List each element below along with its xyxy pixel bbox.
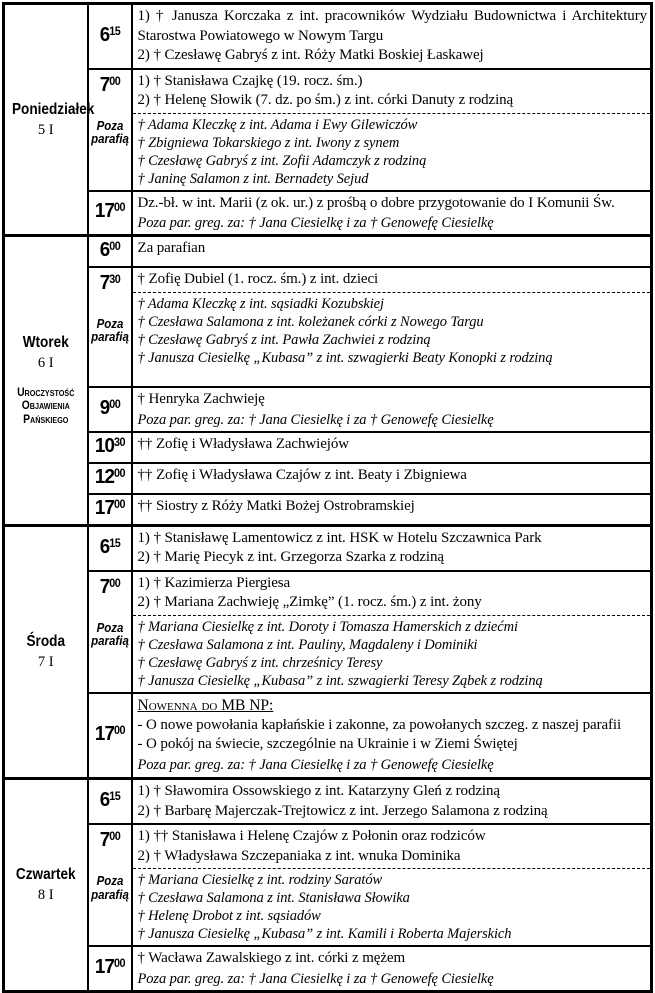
mass-row	[4, 463, 652, 494]
mass-time	[90, 466, 129, 491]
outside-parish-block	[133, 615, 651, 690]
outside-parish-intention: † Adama Kleczkę z int. sąsiadki Kozubskiej	[137, 295, 384, 312]
mass-row	[4, 69, 652, 191]
time-hour: 7	[99, 575, 109, 598]
intention-line: †† Zofię i Władysława Czajów z int. Beaty i Zbigniewa	[137, 466, 467, 483]
mass-row	[4, 824, 652, 946]
day-header	[4, 779, 88, 992]
mass-row	[4, 946, 652, 991]
intention-line: †† Siostry z Róży Matki Bożej Ostrobramskiej	[137, 497, 415, 514]
intention-line: Dz.-bł. w int. Marii (z ok. ur.) z prośbą o dobre przygotowanie do I Komunii Św.	[137, 194, 615, 211]
time-minutes: 00	[113, 724, 125, 737]
intentions-cell	[132, 236, 652, 268]
time-minutes: 00	[108, 75, 120, 88]
mass-time	[90, 789, 129, 814]
mass-time-cell	[88, 191, 132, 236]
intention-line: Za parafian	[137, 240, 206, 256]
intention-line: 1) † Janusza Korczaka z int. pracowników Wydziału Budownictwa i Architektury Starostwa Powiatowego w Nowym Targu	[137, 8, 647, 44]
intention-line: 1) † Stanisława Czajkę (19. rocz. śm.)	[137, 72, 363, 89]
mass-time-cell	[88, 571, 132, 693]
mass-time-cell	[88, 387, 132, 432]
time-hour: 17	[94, 200, 114, 223]
intentions-cell	[132, 432, 652, 463]
intention-line: - O pokój na świecie, szczególnie na Ukrainie i w Ziemi Świętej	[137, 736, 518, 752]
poza-parafia-label: Poza parafią	[90, 118, 129, 147]
mass-time	[90, 536, 129, 561]
outside-parish-intention: † Janusza Ciesielkę „Kubasa” z int. szwagierki Teresy Ząbek z rodziną	[137, 672, 543, 689]
mass-time-cell	[88, 463, 132, 494]
intention-line: † Wacława Zawalskiego z int. córki z mężem	[137, 950, 406, 966]
intention-line: 1) † Sławomira Ossowskiego z int. Katarzyny Gleń z rodziną	[137, 783, 500, 799]
time-hour: 10	[94, 434, 114, 457]
mass-time	[90, 576, 129, 601]
outside-parish-intention: † Janusza Ciesielkę „Kubasa” z int. szwagierki Beaty Konopki z rodziną	[137, 349, 553, 366]
mass-row	[4, 432, 652, 463]
outside-parish-intention: † Czesława Salamona z int. Stanisława Słowika	[137, 890, 410, 906]
outside-parish-intention: † Mariana Ciesielkę z int. Doroty i Tomasza Hamerskich z dziećmi	[137, 618, 518, 635]
outside-parish-intention: † Helenę Drobot z int. sąsiadów	[137, 908, 321, 924]
outside-parish-intention: † Zbigniewa Tokarskiego z int. Iwony z synem	[137, 134, 400, 151]
intentions-cell	[132, 191, 652, 236]
time-hour: 7	[99, 829, 109, 851]
time-hour: 7	[99, 272, 109, 294]
day-name: Wtorek	[22, 333, 69, 351]
mass-time-cell	[88, 946, 132, 991]
time-minutes: 00	[108, 831, 120, 843]
day-header	[4, 4, 95, 236]
mass-time	[90, 435, 129, 460]
mass-time	[90, 24, 129, 49]
intentions-cell	[132, 267, 652, 387]
mass-row	[4, 779, 652, 825]
intentions-cell	[132, 571, 652, 693]
mass-time-cell	[88, 4, 132, 69]
time-hour: 17	[94, 955, 114, 978]
outside-parish-intention: † Czesławę Gabryś z int. Pawła Zachwiei z rodziną	[137, 331, 431, 348]
mass-row	[4, 571, 652, 693]
time-minutes: 00	[108, 241, 120, 253]
time-hour: 17	[94, 496, 114, 519]
mass-row	[4, 494, 652, 526]
day-name: Czwartek	[15, 865, 76, 883]
intention-line: 2) † Helenę Słowik (7. dz. po śm.) z int. córki Danuty z rodziną	[137, 92, 514, 108]
outside-parish-intention: † Czesława Salamona z int. koleżanek córki z Nowego Targu	[137, 313, 484, 330]
time-hour: 6	[99, 239, 109, 261]
time-minutes: 30	[108, 274, 120, 286]
mass-time	[90, 497, 129, 522]
time-minutes: 15	[108, 791, 120, 803]
mass-row	[4, 387, 652, 432]
novena-heading: Nowenna do MB NP:	[137, 696, 274, 714]
outside-parish-intention: † Czesława Salamona z int. Pauliny, Magdaleny i Dominiki	[137, 636, 478, 653]
mass-row	[4, 267, 652, 387]
mass-time	[90, 829, 129, 854]
intentions-cell	[132, 4, 652, 69]
intention-line: † Zofię Dubiel (1. rocz. śm.) z int. dzieci	[137, 271, 379, 287]
time-hour: 12	[94, 465, 114, 488]
outside-parish-block	[133, 292, 651, 367]
outside-parish-block	[133, 113, 651, 188]
intention-line: 2) † Marię Piecyk z int. Grzegorza Szarka z rodziną	[137, 549, 444, 565]
time-minutes: 00	[108, 398, 120, 411]
mass-row	[4, 693, 652, 779]
day-header	[4, 236, 88, 526]
day-name: Poniedziałek	[11, 100, 95, 118]
time-minutes: 00	[113, 957, 125, 970]
mass-time-cell	[88, 432, 132, 463]
intention-line: 1) † Kazimierza Piergiesa	[137, 574, 291, 591]
intention-line: † Henryka Zachwieję	[137, 391, 265, 407]
day-feast: Uroczystość Objawienia Pańskiego	[17, 386, 75, 426]
mass-time	[90, 397, 129, 422]
time-hour: 9	[99, 396, 109, 419]
day-date: 7 I	[37, 653, 54, 670]
intentions-cell	[132, 946, 652, 991]
mass-row	[4, 236, 652, 268]
day-name: Środa	[26, 632, 66, 650]
mass-time-cell	[88, 494, 132, 526]
gregorian-intention-line: Poza par. greg. za: † Jana Ciesielkę i za † Genowefę Ciesielkę	[137, 215, 494, 231]
intentions-cell	[132, 693, 652, 779]
intentions-cell	[132, 494, 652, 526]
mass-time-cell	[88, 525, 132, 571]
day-date: 6 I	[37, 354, 54, 371]
mass-time	[90, 272, 129, 297]
outside-parish-intention: † Adama Kleczkę z int. Adama i Ewy Gilewiczów	[137, 116, 418, 133]
intention-line: 2) † Władysława Szczepaniaka z int. wnuka Dominika	[137, 847, 461, 864]
outside-parish-intention: † Janusza Ciesielkę „Kubasa” z int. Kamili i Roberta Majerskich	[137, 926, 512, 942]
intention-line: 1) † Stanisławę Lamentowicz z int. HSK w Hotelu Szczawnica Park	[137, 529, 542, 546]
mass-time-cell	[88, 779, 132, 825]
poza-parafia-label: Poza parafią	[90, 316, 129, 345]
time-hour: 7	[99, 73, 109, 96]
time-minutes: 00	[113, 467, 125, 480]
mass-time	[90, 200, 129, 225]
intentions-cell	[132, 779, 652, 825]
intentions-cell	[132, 824, 652, 946]
outside-parish-intention: † Czesławę Gabryś z int. chrześnicy Teresy	[137, 654, 383, 671]
gregorian-intention-line: Poza par. greg. za: † Jana Ciesielkę i za † Genowefę Ciesielkę	[137, 411, 494, 428]
day-date: 8 I	[37, 886, 54, 903]
time-minutes: 15	[108, 25, 120, 38]
mass-time	[90, 956, 129, 981]
intention-line: †† Zofię i Władysława Zachwiejów	[137, 435, 349, 452]
mass-time	[90, 74, 129, 99]
day-date: 5 I	[37, 121, 54, 138]
outside-parish-intention: † Janinę Salamon z int. Bernadety Sejud	[137, 170, 369, 187]
time-hour: 6	[99, 535, 109, 558]
mass-intentions-table	[2, 2, 653, 993]
mass-row	[4, 525, 652, 571]
time-minutes: 15	[108, 537, 120, 550]
mass-time-cell	[88, 693, 132, 779]
poza-parafia-label: Poza parafią	[90, 874, 129, 902]
intentions-cell	[132, 387, 652, 432]
time-minutes: 00	[113, 498, 125, 511]
intention-line: 1) †† Stanisława i Helenę Czajów z Połonin oraz rodziców	[137, 828, 486, 844]
outside-parish-block	[133, 868, 651, 943]
mass-time	[90, 723, 129, 748]
intention-line: 2) † Barbarę Majerczak-Trejtowicz z int. Jerzego Salamona z rodziną	[137, 802, 548, 819]
time-hour: 6	[99, 23, 109, 46]
gregorian-intention-line: Poza par. greg. za: † Jana Ciesielkę i za † Genowefę Ciesielkę	[137, 756, 494, 773]
time-minutes: 00	[108, 577, 120, 590]
poza-parafia-label: Poza parafią	[90, 620, 129, 649]
intention-line: - O nowe powołania kapłańskie i zakonne, za powołanych szczeg. z naszej parafii	[137, 716, 622, 733]
time-hour: 17	[94, 722, 114, 745]
intentions-cell	[132, 525, 652, 571]
time-minutes: 30	[113, 436, 125, 449]
mass-time-cell	[88, 236, 132, 268]
time-hour: 6	[99, 789, 109, 811]
outside-parish-intention: † Mariana Ciesielkę z int. rodziny Saratów	[137, 872, 383, 888]
gregorian-intention-line: Poza par. greg. za: † Jana Ciesielkę i za † Genowefę Ciesielkę	[137, 970, 494, 987]
intention-line: 2) † Czesławę Gabryś z int. Róży Matki Boskiej Łaskawej	[137, 47, 484, 63]
intention-line: 2) † Mariana Zachwieję „Zimkę” (1. rocz. śm.) z int. żony	[137, 594, 482, 610]
intentions-cell	[132, 69, 652, 191]
intentions-cell	[132, 463, 652, 494]
mass-time-cell	[88, 69, 132, 191]
outside-parish-intention: † Czesławę Gabryś z int. Zofii Adamczyk z rodziną	[137, 152, 427, 169]
day-header	[4, 525, 88, 779]
mass-time	[90, 239, 129, 264]
time-minutes: 00	[113, 202, 125, 215]
mass-row	[4, 191, 652, 236]
mass-time-cell	[88, 824, 132, 946]
mass-time-cell	[88, 267, 132, 387]
mass-row	[4, 4, 652, 69]
